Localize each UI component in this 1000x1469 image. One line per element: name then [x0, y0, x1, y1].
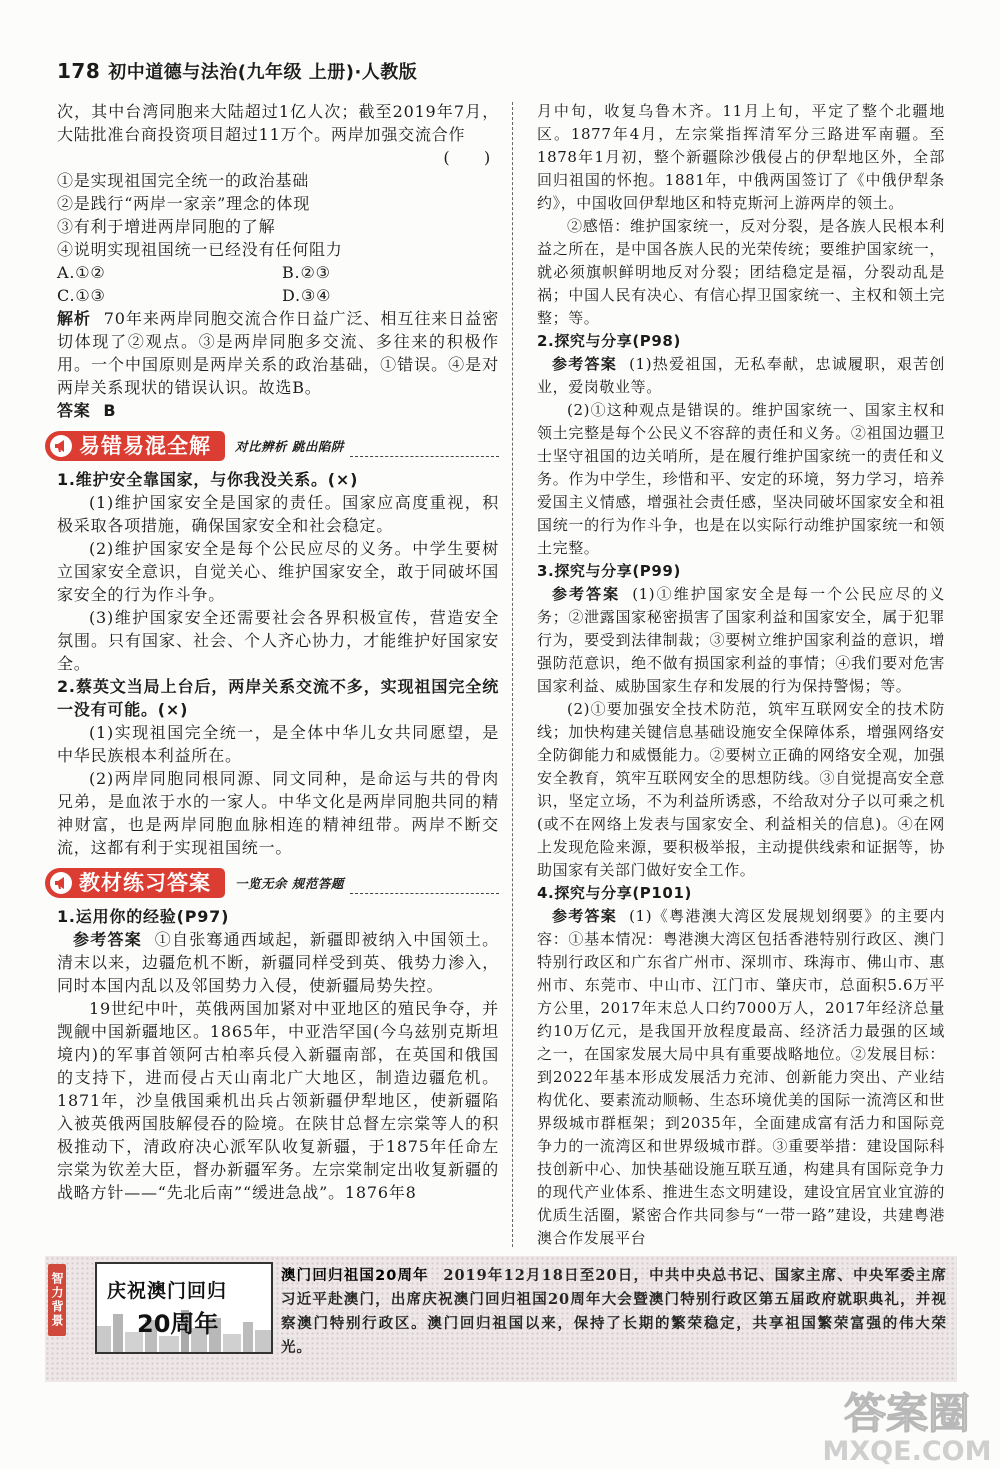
background-note-body: 2019年12月18日至20日，中共中央总书记、国家主席、中央军委主席习近平赴澳门，出席庆祝澳门回归祖国20周年大会暨澳门特别行政区第五届政府就职典礼，并视察澳门特别行政区。澳门回归祖国以来，保持了长期的繁荣稳定，共享祖国繁荣富强的伟大荣光。	[281, 1267, 948, 1356]
image-caption-line-1: 庆祝澳门回归	[107, 1280, 228, 1302]
exercise-3-part1-text: (1)①维护国家安全是每一个公民应尽的义务；②泄露国家秘密损害了国家利益和国家安全，属于犯罪行为，要受到法律制裁；③要树立维护国家利益的意识，增强防范意识，绝不做有损国家利益的事情；④我们要对危害国家利益、威胁国家生存和发展的行为保持警惕；等。	[537, 585, 946, 695]
exercise-heading-1: 1.运用你的经验(P97)	[57, 907, 230, 926]
background-note-text	[281, 1264, 947, 1360]
mistake-point: (3)维护国家安全还需要社会各界积极宣传，营造安全氛围。只有国家、社会、个人齐心协力，才能维护好国家安全。	[57, 608, 499, 673]
watermark-line-2: MXQE.COM	[822, 1436, 992, 1467]
choice-d: D.③④	[282, 286, 332, 305]
analysis-text: 70年来两岸同胞交流合作日益广泛、相互往来日益密切体现了②观点。③是两岸同胞多交流、多往来的积极作用。一个中国原则是两岸关系的政治基础，①错误。④是对两岸关系现状的错误认识。故选B。	[57, 309, 499, 397]
book-title: 初中道德与法治(九年级 上册)·人教版	[108, 62, 418, 83]
image-caption-line-2: 20周年	[137, 1310, 219, 1338]
column-divider	[512, 102, 513, 1247]
exercise-1-insight: ②感悟：维护国家统一，反对分裂，是各族人民根本利益之所在，是中国各族人民的光荣传统；要维护国家统一，就必须旗帜鲜明地反对分裂；团结稳定是福，分裂动乱是祸；中国人民有决心、有信心捍卫国家统一、主权和领土完整；等。	[537, 217, 945, 327]
reference-answer-label: 参考答案	[552, 907, 618, 925]
watermark	[822, 1389, 992, 1468]
reference-answer-label: 参考答案	[73, 930, 142, 949]
reference-answer-label: 参考答案	[552, 585, 621, 603]
mistakes-banner-tag	[45, 431, 225, 461]
answer-line	[57, 399, 499, 422]
background-note-title: 澳门回归祖国20周年	[281, 1268, 429, 1284]
answers-banner	[45, 868, 499, 898]
exercise-1-part1	[57, 928, 499, 997]
background-note-tab: 智力背景	[48, 1264, 66, 1336]
analysis	[57, 307, 499, 399]
page-number: 178	[57, 59, 101, 83]
answer-value: B	[103, 401, 117, 420]
background-note-box	[45, 1256, 957, 1382]
choice-c: C.①③	[57, 286, 106, 305]
choice-a: A.①②	[57, 263, 106, 282]
exercise-4-part1-text: (1)《粤港澳大湾区发展规划纲要》的主要内容：①基本情况：粤港澳大湾区包括香港特别行政区、澳门特别行政区和广东省广州市、深圳市、珠海市、佛山市、惠州市、东莞市、中山市、江门市、肇庆市，总面积5.6万平方公里，2017年末总人口约7000万人，2017年经济总量约10万亿元，是我国开放程度最高、经济活力最强的区域之一，在国家发展大局中具有重要战略地位。②发展目标：到2022年基本形成发展活力充沛、创新能力突出、产业结构优化、要素流动顺畅、生态环境优美的国际一流湾区和世界级城市群框架；到2035年，全面建成富有活力和国际竞争力的一流湾区和世界级城市群。③重要举措：建设国际科技创新中心、加快基础设施互联互通，构建具有国际竞争力的现代产业体系、推进生态文明建设，建设宜居宜业宜游的优质生活圈，紧密合作共同参与“一带一路”建设，共建粤港澳合作发展平台	[537, 907, 945, 1247]
mistake-point: (2)维护国家安全是每个公民应尽的义务。中学生要树立国家安全意识，自觉关心、维护国家安全，敢于同破坏国家安全的行为作斗争。	[57, 539, 499, 604]
exercise-2-part1	[537, 353, 945, 399]
mistake-point: (1)实现祖国完全统一，是全体中华儿女共同愿望，是中华民族根本利益所在。	[57, 723, 499, 765]
statement-2: ②是践行“两岸一家亲”理念的体现	[57, 194, 311, 213]
exercise-3-part1	[537, 583, 945, 698]
megaphone-icon	[49, 434, 73, 458]
answers-banner-tag	[45, 868, 225, 898]
statement-1: ①是实现祖国完全统一的政治基础	[57, 171, 310, 190]
statement-4: ④说明实现祖国统一已经没有任何阻力	[57, 240, 343, 259]
exercise-2-part1-text: (1)热爱祖国，无私奉献，忠诚履职，艰苦创业，爱岗敬业等。	[537, 355, 945, 396]
mistake-point: (1)维护国家安全是国家的责任。国家应高度重视，积极采取各项措施，确保国家安全和社会稳定。	[57, 493, 499, 535]
exercise-heading-4: 4.探究与分享(P101)	[537, 884, 692, 902]
banner-rule	[350, 893, 499, 894]
mistakes-tagline: 对比辨析 跳出陷阱	[235, 438, 344, 454]
right-column	[537, 100, 945, 1250]
exercise-4-part1	[537, 905, 945, 1250]
reference-answer-label: 参考答案	[552, 355, 618, 373]
question-stem: 次，其中台湾同胞来大陆超过1亿人次；截至2019年7月，大陆批准台商投资项目超过11万个。两岸加强交流合作	[57, 102, 499, 144]
watermark-line-1: 答案圈	[843, 1389, 970, 1438]
megaphone-icon	[49, 871, 73, 895]
exercise-heading-2: 2.探究与分享(P98)	[537, 332, 681, 350]
statement-3: ③有利于增进两岸同胞的了解	[57, 217, 276, 236]
page-header	[57, 58, 417, 84]
exercise-heading-3: 3.探究与分享(P99)	[537, 562, 681, 580]
exercise-3-part2: (2)①要加强安全技术防范，筑牢互联网安全的技术防线；加快构建关键信息基础设施安全保障体系，增强网络安全防御能力和威慑能力。②要树立正确的网络安全观，加强安全教育，筑牢互联网安全的思想防线。③自觉提高安全意识，坚定立场，不为利益所诱惑，不给敌对分子以可乘之机(或不在网络上发表与国家安全、利益相关的信息)。④在网上发现危险来源，要积极举报，主动提供线索和证据等，协助国家有关部门做好安全工作。	[537, 700, 945, 879]
mistakes-banner	[45, 431, 499, 461]
answer-bracket: ( )	[443, 148, 491, 167]
mistake-point: (2)两岸同胞同根同源、同文同种，是命运与共的骨肉兄弟，是血浓于水的一家人。中华文化是两岸同胞共同的精神财富，也是两岸同胞血脉相连的精神纽带。两岸不断交流，这都有利于实现祖国统一。	[57, 769, 499, 857]
mistake-claim-2: 2.蔡英文当局上台后，两岸关系交流不多，实现祖国完全统一没有可能。(×)	[57, 677, 499, 719]
answer-label: 答案	[57, 401, 91, 420]
mistake-claim-1: 1.维护安全靠国家，与你我没关系。(×)	[57, 470, 359, 489]
answers-banner-title: 教材练习答案	[79, 870, 211, 895]
exercise-2-part2: (2)①这种观点是错误的。维护国家统一、国家主权和领土完整是每个公民义不容辞的责任和义务。②祖国边疆卫士坚守祖国的边关哨所，是在履行维护国家统一的责任和义务。作为中学生，珍惜和平、安定的环境，努力学习，培养爱国主义情感，增强社会责任感，坚决同破坏国家安全和祖国统一的行为作斗争，也是在以实际行动维护国家统一和领土完整。	[537, 401, 945, 557]
left-column	[57, 100, 499, 1204]
choice-grid	[57, 261, 499, 307]
banner-rule	[350, 456, 499, 457]
answers-tagline: 一览无余 规范答题	[235, 875, 344, 891]
mistakes-banner-title: 易错易混全解	[79, 433, 211, 458]
analysis-label: 解析	[57, 309, 91, 328]
choice-b: B.②③	[282, 263, 331, 282]
exercise-1-history-left: 19世纪中叶，英俄两国加紧对中亚地区的殖民争夺，并觊觎中国新疆地区。1865年，中亚浩罕国(今乌兹别克斯坦境内)的军事首领阿古柏率兵侵入新疆南部，在英国和俄国的支持下，进而侵占天山南北广大地区，制造边疆危机。1871年，沙皇俄国乘机出兵占领新疆伊犁地区，使新疆陷入被英俄两国肢解侵吞的险境。在陕甘总督左宗棠等人的积极推动下，清政府决心派军队收复新疆，于1875年任命左宗棠为钦差大臣，督办新疆军务。左宗棠制定出收复新疆的战略方针——“先北后南”“缓进急战”。1876年8	[57, 999, 499, 1202]
macau-anniversary-image	[95, 1262, 273, 1354]
exercise-1-history-right: 月中旬，收复乌鲁木齐。11月上旬，平定了整个北疆地区。1877年4月，左宗棠指挥清军分三路进军南疆。至1878年1月初，整个新疆除沙俄侵占的伊犁地区外，全部回归祖国的怀抱。1881年，中俄两国签订了《中俄伊犁条约》，中国收回伊犁地区和特克斯河上游两岸的领土。	[537, 102, 945, 212]
exercise-1-part1-text: ①自张骞通西域起，新疆即被纳入中国领土。清末以来，边疆危机不断，新疆同样受到英、俄势力渗入，同时本国内乱以及邻国势力入侵，使新疆局势失控。	[57, 930, 499, 995]
